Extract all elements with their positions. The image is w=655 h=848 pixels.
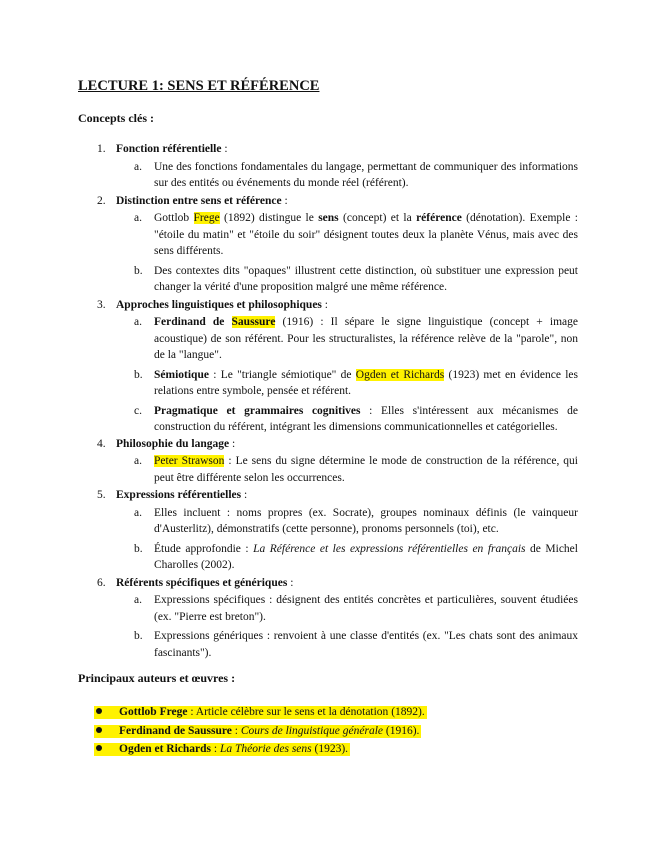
sub-item: a. Expressions spécifiques : désignent des entités concrètes et particulières, souvent étudiées (ex. "Pierre est breton"). <box>134 594 578 623</box>
sub-item: b. Expressions génériques : renvoient à une classe d'entités (ex. "Les chats sont des animaux fascinants"). <box>134 630 578 659</box>
item-heading: Référents spécifiques et génériques <box>116 576 288 589</box>
page-title: LECTURE 1: SENS ET RÉFÉRENCE <box>78 78 320 94</box>
author-item: Ferdinand de Saussure : Cours de linguistique générale (1916). <box>94 722 427 741</box>
item-heading: Distinction entre sens et référence <box>116 194 282 207</box>
authors-heading: Principaux auteurs et œuvres : <box>78 671 236 685</box>
author-item: Gottlob Frege : Article célèbre sur le sens et la dénotation (1892). <box>94 703 427 722</box>
sub-item: b. Étude approfondie : La Référence et les expressions référentielles en français de Michel Charolles (2002). <box>134 542 578 571</box>
concept-item: 4. Philosophie du langage : a. Peter Strawson : Le sens du signe détermine le mode de construction de la référence, qui peut être différente selon les occurrences. <box>78 436 578 487</box>
item-heading: Approches linguistiques et philosophiques <box>116 298 322 311</box>
sub-item: a. Une des fonctions fondamentales du langage, permettant de communiquer des informations sur des entités ou événements du monde réel (référent). <box>134 160 578 189</box>
highlight-strawson: Peter Strawson <box>154 455 225 467</box>
sub-item: a. Elles incluent : noms propres (ex. Socrate), groupes nominaux définis (le vainqueur d'Austerlitz), démonstratifs (cette personne), pronoms personnels (toi), etc. <box>134 506 578 535</box>
item-number: 1. <box>97 143 106 155</box>
highlight-saussure: Saussure <box>231 316 276 328</box>
concept-item: 1. Fonction référentielle : a. Une des fonctions fondamentales du langage, permettant de communiquer des informations sur des entités ou événements du monde réel (référent). <box>78 141 578 192</box>
item-heading: Philosophie du langage <box>116 437 230 450</box>
sub-item: c. Pragmatique et grammaires cognitives : Elles s'intéressent aux mécanismes de construction du référent, intégrant les dimensions communicationnelles et catégorielles. <box>134 404 579 433</box>
sub-item: b. Sémiotique : Le "triangle sémiotique" de Ogden et Richards (1923) met en évidence les relations entre symbole, pensée et référent. <box>134 368 578 397</box>
author-item: Ogden et Richards : La Théorie des sens (1923). <box>94 740 427 759</box>
item-heading: Fonction référentielle <box>116 143 222 155</box>
authors-list <box>94 703 427 759</box>
sub-item: a. Gottlob Frege (1892) distingue le sens (concept) et la référence (dénotation). Exemple : "étoile du matin" et "étoile du soir" désignent toutes deux la planète Vénus, mais avec des sens différents. <box>134 212 579 257</box>
item-heading: Expressions référentielles <box>116 489 242 501</box>
concept-item: 6. Référents spécifiques et génériques : a. Expressions spécifiques : désignent des entités concrètes et particulières, souvent étudiées (ex. "Pierre est breton"). b. Expressions génériques : renvoient à une classe d'entités (ex. "Les chats sont des animaux fascinants"). <box>78 575 578 662</box>
item-number: 4. <box>97 437 106 450</box>
item-number: 6. <box>97 576 106 589</box>
sub-item: b. Des contextes dits "opaques" illustrent cette distinction, où substituer une expression peut changer la vérité d'une proposition malgré une même référence. <box>134 264 578 293</box>
highlight-ogden-richards: Ogden et Richards <box>355 368 445 381</box>
bullet-icon <box>96 745 102 751</box>
item-number: 3. <box>97 298 106 311</box>
highlight-frege: Frege <box>193 212 220 224</box>
bullet-icon <box>96 708 102 714</box>
concepts-heading: Concepts clés : <box>78 111 154 125</box>
concept-item: 3. Approches linguistiques et philosophiques : a. Ferdinand de Saussure (1916) : Il sépare le signe linguistique (concept + image acoustique) de son référent. Pour les structuralistes, la référence relève de la "parole", non de la "langue". b. Sémiotique : Le "triangle sémiotique" de Ogden et Richards (1923) met en évidence les relations entre symbole, pensée et référent. c. Pragmatique et grammaires cognitives : Elles s'intéressent aux mécanismes de construction du référent, intégrant les dimensions communicationnelles et catégorielles. <box>78 297 578 436</box>
item-number: 2. <box>97 194 106 207</box>
concept-item: 2. Distinction entre sens et référence : a. Gottlob Frege (1892) distingue le sens (concept) et la référence (dénotation). Exemple : "étoile du matin" et "étoile du soir" désignent toutes deux la planète Vénus, mais avec des sens différents. b. Des contextes dits "opaques" illustrent cette distinction, où substituer une expression peut changer la vérité d'une proposition malgré une même référence. <box>78 193 578 296</box>
concepts-list <box>78 141 578 661</box>
bullet-icon <box>96 727 102 733</box>
sub-item: a. Peter Strawson : Le sens du signe détermine le mode de construction de la référence, qui peut être différente selon les occurrences. <box>134 455 579 484</box>
item-number: 5. <box>97 489 106 501</box>
sub-item: a. Ferdinand de Saussure (1916) : Il sépare le signe linguistique (concept + image acoustique) de son référent. Pour les structuralistes, la référence relève de la "parole", non de la "langue". <box>134 316 578 361</box>
concept-item: 5. Expressions référentielles : a. Elles incluent : noms propres (ex. Socrate), groupes nominaux définis (le vainqueur d'Austerlitz), démonstratifs (cette personne), pronoms personnels (toi), etc. b. Étude approfondie : La Référence et les expressions référentielles en français de Michel Charolles (2002). <box>78 487 578 574</box>
